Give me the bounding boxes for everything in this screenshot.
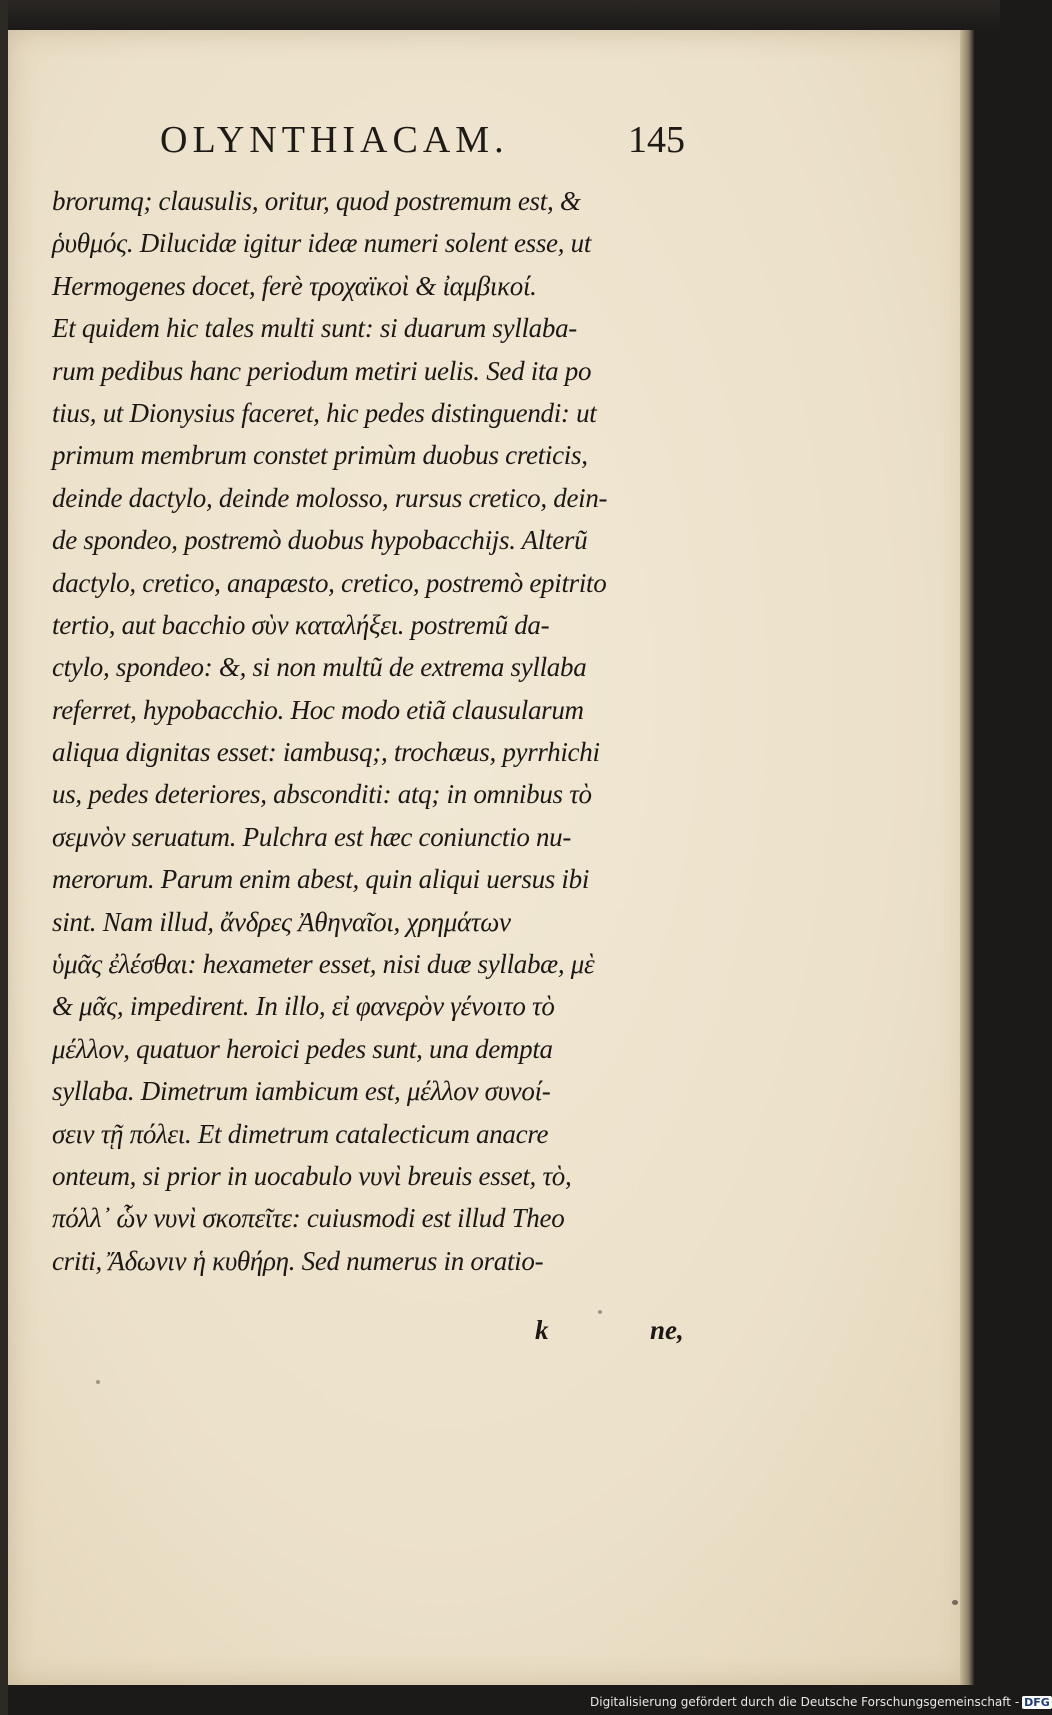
page-number: 145 [628, 119, 685, 161]
text-line: de spondeo, postremò duobus hypobacchijs. Alterũ [52, 525, 588, 556]
running-header: OLYNTHIACAM. [160, 119, 509, 161]
catchword: ne, [650, 1315, 684, 1345]
scan-background-top [0, 0, 1000, 30]
text-line: tertio, aut bacchio σὺν καταλήξει. postremũ da- [52, 609, 550, 640]
body-text [52, 180, 712, 1282]
text-line: aliqua dignitas esset: iambusq;, trochæus, pyrrhichi [52, 737, 600, 768]
text-line: rum pedibus hanc periodum metiri uelis. Sed ita po [52, 355, 592, 386]
text-line: Hermogenes docet, ferè τροχαϊκοὶ & ἰαμβικοί. [52, 270, 537, 301]
text-line: sint. Nam illud, ἄνδρες Ἀθηναῖοι, χρημάτων [52, 906, 511, 937]
digitization-credit [590, 1695, 1050, 1713]
text-line: dactylo, cretico, anapæsto, cretico, postremò epitrito [52, 567, 607, 598]
credit-text: Digitalisierung gefördert durch die Deutsche Forschungsgemeinschaft - [590, 1695, 1020, 1709]
paper-speck [598, 1310, 602, 1314]
text-line: ctylo, spondeo: &, si non multũ de extrema syllaba [52, 652, 587, 683]
text-line: & μᾶς, impedirent. In illo, εἰ φανερὸν γένοιτο τὸ [52, 991, 555, 1022]
signature-mark: k [535, 1315, 549, 1345]
text-line: μέλλον, quatuor heroici pedes sunt, una dempta [52, 1033, 553, 1064]
text-line: σειν τῇ πόλει. Et dimetrum catalecticum anacre [52, 1118, 549, 1149]
text-line: deinde dactylo, deinde molosso, rursus cretico, dein- [52, 482, 608, 513]
text-line: ῥυθμός. Dilucidæ igitur ideæ numeri solent esse, ut [52, 228, 592, 259]
dfg-logo-icon: DFG [1024, 1696, 1050, 1709]
text-line: πόλλ᾽ ὧν νυνὶ σκοπεῖτε: cuiusmodi est illud Theo [52, 1203, 565, 1234]
text-line: tius, ut Dionysius faceret, hic pedes distinguendi: ut [52, 397, 597, 428]
text-line: onteum, si prior in uocabulo νυνὶ breuis esset, τὸ, [52, 1160, 572, 1191]
text-line: Et quidem hic tales multi sunt: si duarum syllaba- [52, 313, 577, 344]
text-line: merorum. Parum enim abest, quin aliqui uersus ibi [52, 864, 590, 895]
text-line: σεμνὸν seruatum. Pulchra est hæc coniunctio nu- [52, 821, 572, 852]
paper-speck [952, 1600, 958, 1605]
text-line: syllaba. Dimetrum iambicum est, μέλλον συνοί- [52, 1076, 551, 1107]
text-line: referret, hypobacchio. Hoc modo etiã clausularum [52, 694, 584, 725]
scan-background-left [0, 0, 8, 1715]
text-line: us, pedes deteriores, absconditi: atq; in omnibus τὸ [52, 779, 592, 810]
text-line: brorumq; clausulis, oritur, quod postremum est, & [52, 186, 581, 216]
text-line: ὑμᾶς ἐλέσθαι: hexameter esset, nisi duæ syllabæ, μὲ [52, 949, 595, 980]
paper-speck [96, 1380, 100, 1384]
text-line: criti, Ἄδωνιν ἡ κυθήρη. Sed numerus in oratio- [52, 1245, 544, 1276]
page-edge-shadow [960, 30, 974, 1685]
text-line: primum membrum constet primùm duobus creticis, [52, 440, 588, 471]
